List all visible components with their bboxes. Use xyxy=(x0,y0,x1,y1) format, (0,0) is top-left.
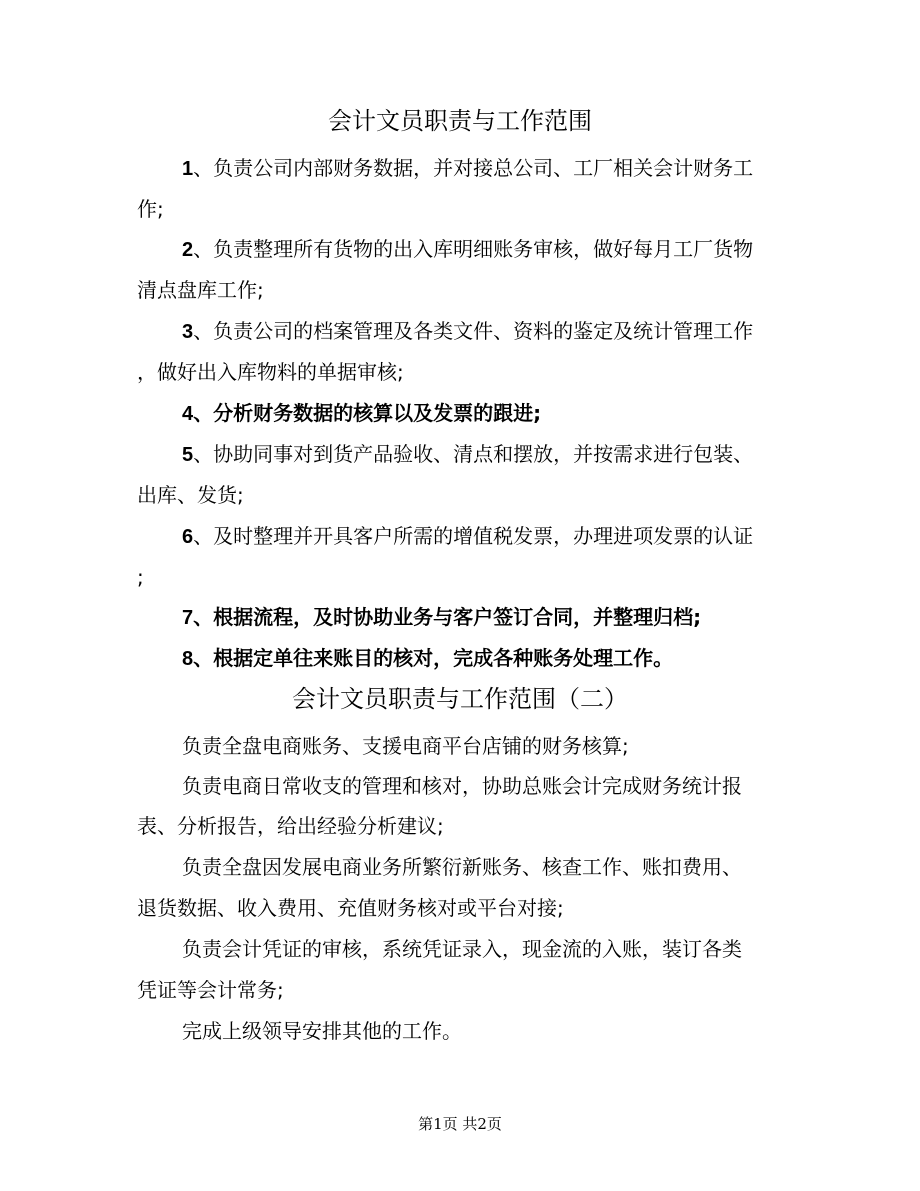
list-item-7 xyxy=(182,603,701,632)
item-text: 、负责公司的档案管理及各类文件、资料的鉴定及统计管理工作 xyxy=(193,319,754,343)
item-text: 、负责公司内部财务数据，并对接总公司、工厂相关会计财务工 xyxy=(193,156,754,180)
item-number: 6 xyxy=(182,526,194,548)
list-item-8 xyxy=(182,644,673,673)
section-1-title: 会计文员职责与工作范围 xyxy=(328,107,592,135)
paragraph-4-line-1: 负责会计凭证的审核，系统凭证录入，现金流的入账，装订各类 xyxy=(182,937,742,961)
list-item-3-line-1 xyxy=(182,317,753,346)
paragraph-3-line-2: 退货数据、收入费用、充值财务核对或平台对接; xyxy=(137,896,564,920)
paragraph-2-line-1: 负责电商日常收支的管理和核对，协助总账会计完成财务统计报 xyxy=(182,774,742,798)
item-text: 、根据流程，及时协助业务与客户签订合同，并整理归档; xyxy=(193,605,702,629)
item-number: 1 xyxy=(182,158,194,180)
paragraph-4-line-2: 凭证等会计常务; xyxy=(137,978,284,1002)
item-number: 4 xyxy=(182,403,194,425)
list-item-4 xyxy=(182,399,541,428)
list-item-2-line-2: 清点盘库工作; xyxy=(137,278,264,302)
item-number: 5 xyxy=(182,444,194,466)
item-text: 、分析财务数据的核算以及发票的跟进; xyxy=(193,401,542,425)
section-2-title: 会计文员职责与工作范围（二） xyxy=(292,685,628,713)
item-number: 7 xyxy=(182,607,194,629)
list-item-6-line-2: ; xyxy=(137,565,144,589)
list-item-2-line-1 xyxy=(182,235,753,264)
list-item-6-line-1 xyxy=(182,522,753,551)
list-item-3-line-2: ，做好出入库物料的单据审核; xyxy=(137,360,404,384)
list-item-1-line-1 xyxy=(182,154,753,183)
item-number: 2 xyxy=(182,239,194,261)
list-item-5-line-2: 出库、发货; xyxy=(137,483,244,507)
page-number-footer: 第1页 共2页 xyxy=(418,1115,502,1133)
paragraph-2-line-2: 表、分析报告，给出经验分析建议; xyxy=(137,814,444,838)
item-text: 、根据定单往来账目的核对，完成各种账务处理工作。 xyxy=(193,646,674,670)
paragraph-5-line-1: 完成上级领导安排其他的工作。 xyxy=(182,1019,462,1043)
list-item-5-line-1 xyxy=(182,440,753,469)
item-text: 、负责整理所有货物的出入库明细账务审核，做好每月工厂货物 xyxy=(193,237,754,261)
item-number: 8 xyxy=(182,648,194,670)
list-item-1-line-2: 作; xyxy=(137,197,164,221)
item-text: 、及时整理并开具客户所需的增值税发票，办理进项发票的认证 xyxy=(193,524,754,548)
item-number: 3 xyxy=(182,321,194,343)
item-text: 、协助同事对到货产品验收、清点和摆放，并按需求进行包装、 xyxy=(193,442,754,466)
paragraph-1-line-1: 负责全盘电商账务、支援电商平台店铺的财务核算; xyxy=(182,734,629,758)
paragraph-3-line-1: 负责全盘因发展电商业务所繁衍新账务、核查工作、账扣费用、 xyxy=(182,855,742,879)
